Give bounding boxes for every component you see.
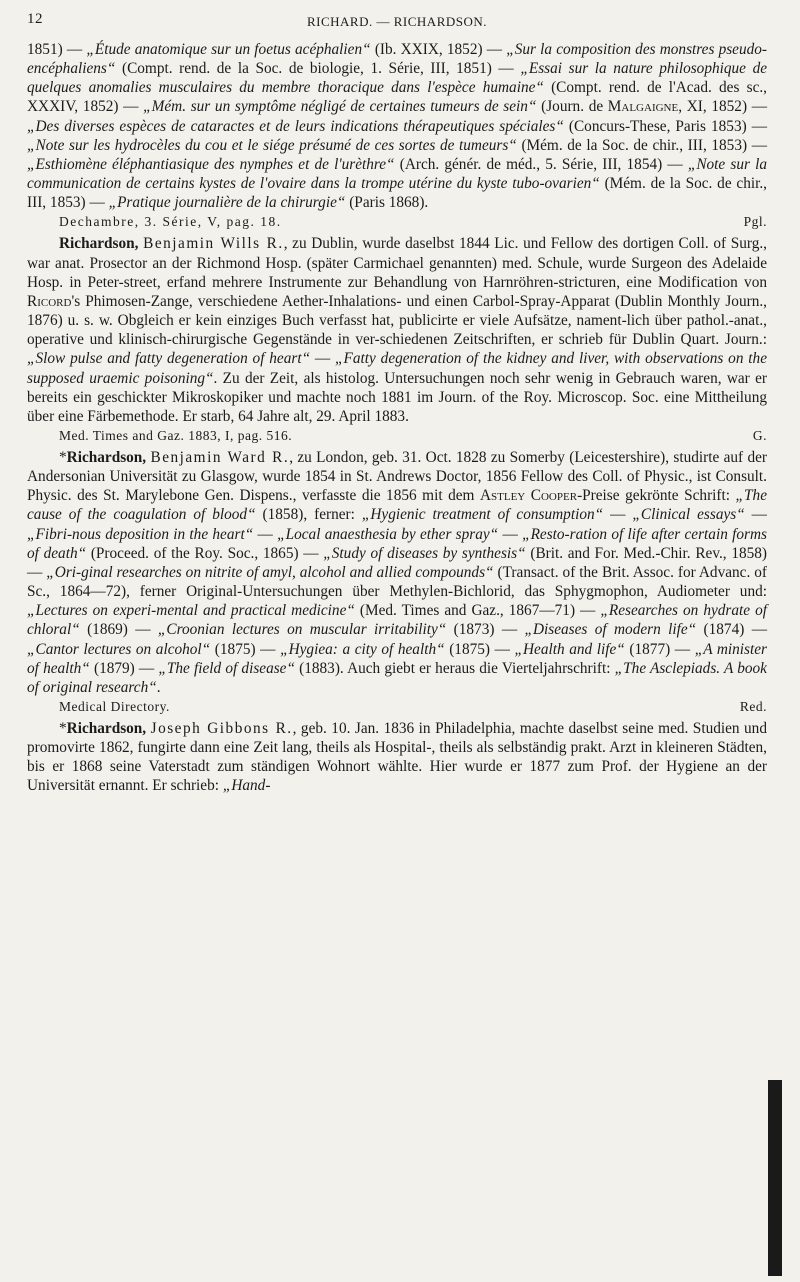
entry-name: Richardson, [66,448,147,466]
entry-given-name: Benjamin Ward R. [150,448,290,466]
author-signature: G. [752,427,767,443]
entry-name: Richardson, [59,235,139,253]
source-reference: Dechambre, 3. Série, V, pag. 18. [59,214,282,230]
running-header [27,10,767,40]
entry-benjamin-ward-richardson: *Richardson, Benjamin Ward R., zu London, geb. 31. Oct. 1828 zu Somerby (Leicestershire), studirte auf der Andersonian Universität zu Glasgow, wurde 1854 in St. Andrews Doctor, 1856 Fellow des Coll. of Physic., ist Consult. Physic. des St. Marylebone Gen. Dispens., verfasste die 1856 mit dem Astley Cooper-Preise gekrönte Schrift: „The cause of the coagulation of blood“ (1858), ferner: „Hygienic treatment of consumption“ — „Clinical essays“ — „Fibri-nous deposition in the heart“ — „Local anaesthesia by ether spray“ — „Resto-ration of life after certain forms of death“ (Proceed. of the Roy. Soc., 1865) — „Study of diseases by synthesis“ (Brit. and For. Med.-Chir. Rev., 1858) — „Ori-ginal researches on nitrite of amyl, alcohol and allied compounds“ (Transact. of the Brit. Assoc. for Advanc. of Sc., 1864—72), ferner Original-Untersuchungen über Methylen-Bichlorid, das Sphygmophon, Audiometer und: „Lectures on experi-mental and practical medicine“ (Med. Times and Gaz., 1867—71) — „Researches on hydrate of chloral“ (1869) — „Croonian lectures on muscular irritability“ (1873) — „Diseases of modern life“ (1874) — „Cantor lectures on alcohol“ (1875) — „Hygiea: a city of health“ (1875) — „Health and life“ (1877) — „A minister of health“ (1879) — „The field of disease“ (1883). Auch giebt er heraus die Vierteljahrschrift: „The Asclepiads. A book of original research“. [27,448,768,696]
author-signature: Red. [739,699,767,714]
source-line [27,697,767,719]
entry-joseph-gibbons-richardson: *Richardson, Joseph Gibbons R., geb. 10. Jan. 1836 in Philadelphia, machte daselbst seine med. Studien und promovirte 1862, fungirte dann eine Zeit lang, theils als Hospital-, theils als selbständig prakt. Arzt in kleineren Städten, bis er 1868 seine Vaterstadt zum ständigen Wohnort wählte. Hier wurde er 1877 zum Prof. der Hygiene an der Universität ernannt. Er schrieb: „Hand- [27,720,767,795]
source-line [27,426,767,448]
running-title: RICHARD. — RICHARDSON. [306,14,488,29]
entry-given-name: Benjamin Wills R. [143,235,284,253]
author-signature: Pgl. [743,214,767,230]
page [27,10,767,796]
scan-edge-bar [768,1080,782,1276]
page-number: 12 [27,11,43,27]
entry-benjamin-wills-richardson: Richardson, Benjamin Wills R., zu Dublin, wurde daselbst 1844 Lic. und Fellow des dortigen Coll. of Surg., war anat. Prosector an der Richmond Hosp. (später Carmichael genannten) med. Schule, wurde Surgeon des Adelaide Hosp. in Peter-street, erfand mehrere Instrumente zur Behandlung von Harnröhren-stricturen, eine Modification von Ricord's Phimosen-Zange, verschiedene Aether-Inhalations- und einen Carbol-Spray-Apparat (Dublin Monthly Journ., 1876) u. s. w. Obgleich er kein einziges Buch verfasst hat, publicirte er viele Aufsätze, nament-lich über pathol.-anat., operative und klinisch-chirurgische Gegenstände in ver-schiedenen Zeitschriften, er schrieb für Dublin Quart. Journ.: „Slow pulse and fatty degeneration of heart“ — „Fatty degeneration of the kidney and liver, with observations on the supposed uraemic poisoning“. Zu der Zeit, als histolog. Untersuchungen noch sehr wenig in Gebrauch waren, war er bereits ein geschickter Mikroskopiker und machte noch 1881 im Journ. of the Roy. Microscop. Soc. eine Mittheilung über eine Färbemethode. Er starb, 64 Jahre alt, 29. April 1883. [27,235,768,425]
continued-entry: 1851) — „Étude anatomique sur un foetus acéphalien“ (Ib. XXIX, 1852) — „Sur la composition des monstres pseudo-encéphaliens“ (Compt. rend. de la Soc. de biologie, 1. Série, III, 1851) — „Essai sur la nature philosophique de quelques anomalies musculaires du membre thoracique dans l'espèce humaine“ (Compt. rend. de l'Acad. des sc., XXXIV, 1852) — „Mém. sur un symptôme négligé de certaines tumeurs de sein“ (Journ. de Malgaigne, XI, 1852) — „Des diverses espèces de cataractes et de leurs indications thérapeutiques spéciales“ (Concurs-These, Paris 1853) — „Note sur les hydrocèles du cou et le siége présumé de ces sortes de tumeurs“ (Mém. de la Soc. de chir., III, 1853) — „Esthiomène éléphantiasique des nymphes et de l'urèthre“ (Arch. génér. de méd., 5. Série, III, 1854) — „Note sur la communication de certains kystes de l'ovaire dans la trompe utérine du kyste tubo-ovarien“ (Mém. de la Soc. de chir., III, 1853) — „Pratique journalière de la chirurgie“ (Paris 1868). [27,41,768,212]
source-line [27,212,767,234]
entry-given-name: Joseph Gibbons R. [150,720,293,737]
entry-name: Richardson, [66,720,147,737]
source-reference: Med. Times and Gaz. 1883, I, pag. 516. [59,427,293,443]
source-reference: Medical Directory. [59,699,170,714]
